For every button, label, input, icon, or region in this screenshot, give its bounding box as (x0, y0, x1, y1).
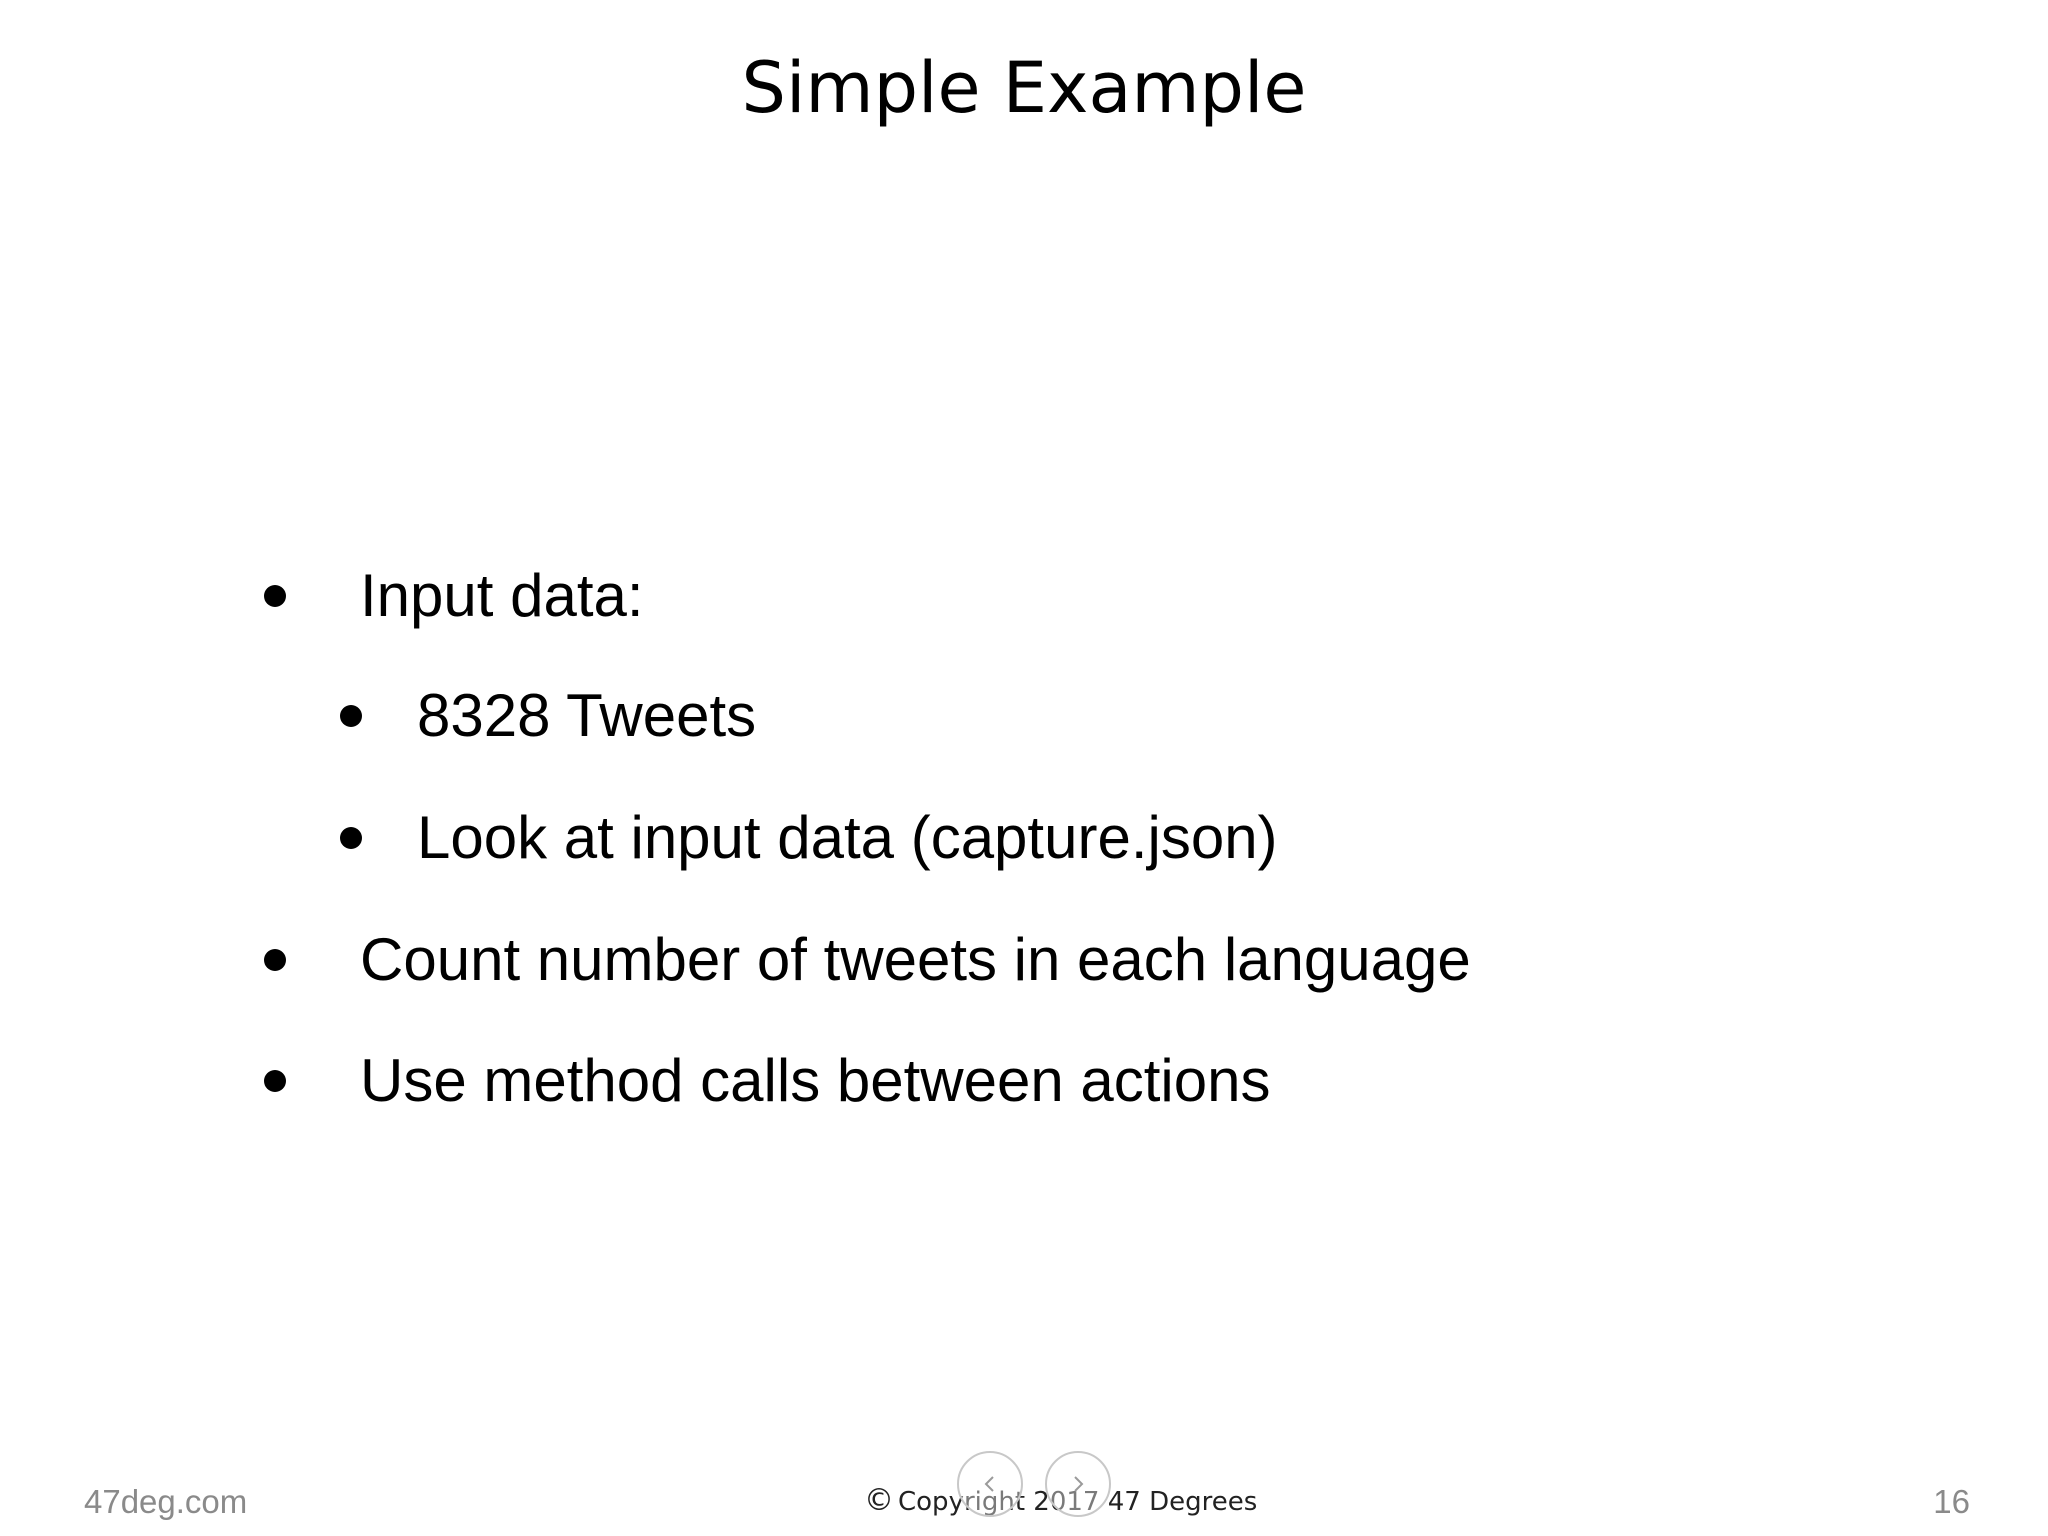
chevron-left-icon (979, 1473, 1001, 1495)
bullet-text: 8328 Tweets (417, 682, 757, 749)
bullet-text: Use method calls between actions (360, 1047, 1271, 1114)
bullet-dot-icon (264, 585, 286, 607)
bullet-text: Input data: (360, 562, 644, 629)
footer-site: 47deg.com (84, 1483, 248, 1520)
chevron-right-icon (1067, 1473, 1089, 1495)
next-slide-button[interactable] (1045, 1451, 1111, 1517)
previous-slide-button[interactable] (957, 1451, 1023, 1517)
page-number: 16 (1933, 1483, 1970, 1520)
bullet-dot-icon (340, 827, 362, 849)
copyright-text: Copyright 2017 47 Degrees (898, 1487, 1258, 1517)
bullet-dot-icon (340, 705, 362, 727)
bullet-text: Count number of tweets in each language (360, 926, 1471, 993)
slide-title: Simple Example (741, 47, 1307, 129)
copyright-icon: © (864, 1483, 894, 1518)
bullet-text: Look at input data (capture.json) (417, 804, 1278, 871)
bullet-dot-icon (264, 1070, 286, 1092)
bullet-dot-icon (264, 949, 286, 971)
